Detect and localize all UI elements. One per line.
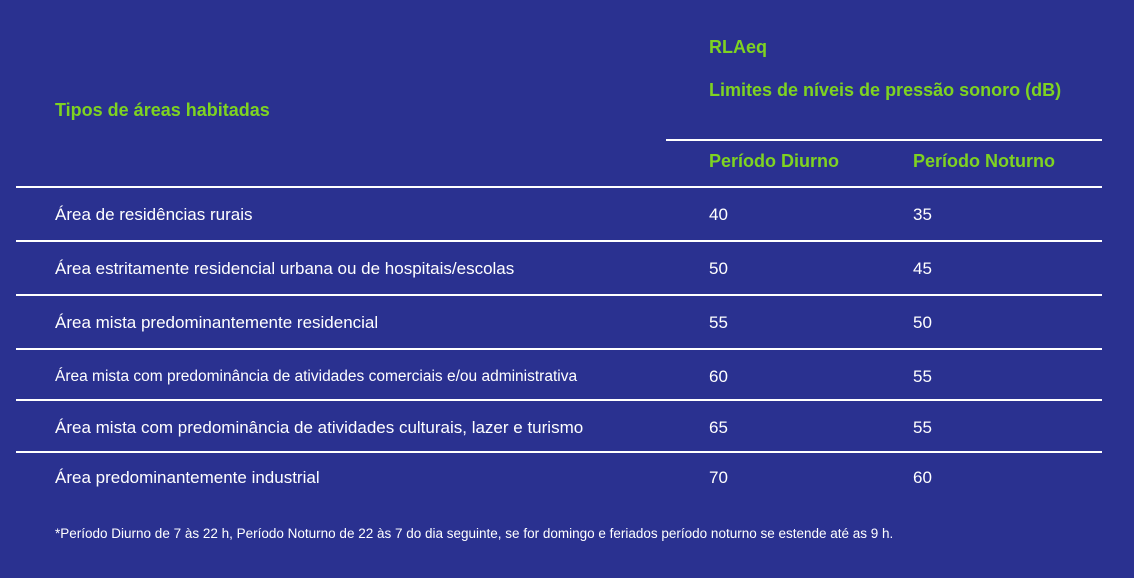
table-row (0, 451, 1134, 505)
row-day-value: 40 (709, 205, 728, 224)
row-area: Área de residências rurais (55, 205, 253, 224)
table-row (0, 296, 1134, 350)
table-row (0, 188, 1134, 242)
table-row (0, 401, 1134, 455)
table-row (0, 350, 1134, 404)
row-day-value: 60 (709, 367, 728, 386)
row-area: Área mista com predominância de atividades comerciais e/ou administrativa (55, 368, 578, 385)
row-area: Área estritamente residencial urbana ou de hospitais/escolas (55, 259, 515, 278)
row-day-value: 70 (709, 468, 728, 487)
row-night-value: 50 (913, 313, 932, 332)
row-day-value: 50 (709, 259, 728, 278)
header-day-period: Período Diurno (709, 151, 839, 171)
header-limits: Limites de níveis de pressão sonoro (dB) (709, 80, 1062, 100)
header-area-types: Tipos de áreas habitadas (55, 100, 270, 120)
row-night-value: 55 (913, 367, 932, 386)
row-area: Área mista com predominância de atividades culturais, lazer e turismo (55, 418, 584, 437)
header-night-period: Período Noturno (913, 151, 1055, 171)
row-area: Área mista predominantemente residencial (55, 313, 379, 332)
row-night-value: 60 (913, 468, 932, 487)
row-area: Área predominantemente industrial (55, 468, 320, 487)
row-night-value: 45 (913, 259, 932, 278)
row-day-value: 65 (709, 418, 728, 437)
row-night-value: 55 (913, 418, 932, 437)
header-rlaeq: RLAeq (709, 37, 767, 57)
footnote: *Período Diurno de 7 às 22 h, Período Noturno de 22 às 7 do dia seguinte, se for domingo e feriados período noturno se estende até as 9 h. (55, 526, 894, 541)
table-row (0, 242, 1134, 296)
header-divider-right (666, 139, 1102, 141)
row-night-value: 35 (913, 205, 932, 224)
row-day-value: 55 (709, 313, 728, 332)
